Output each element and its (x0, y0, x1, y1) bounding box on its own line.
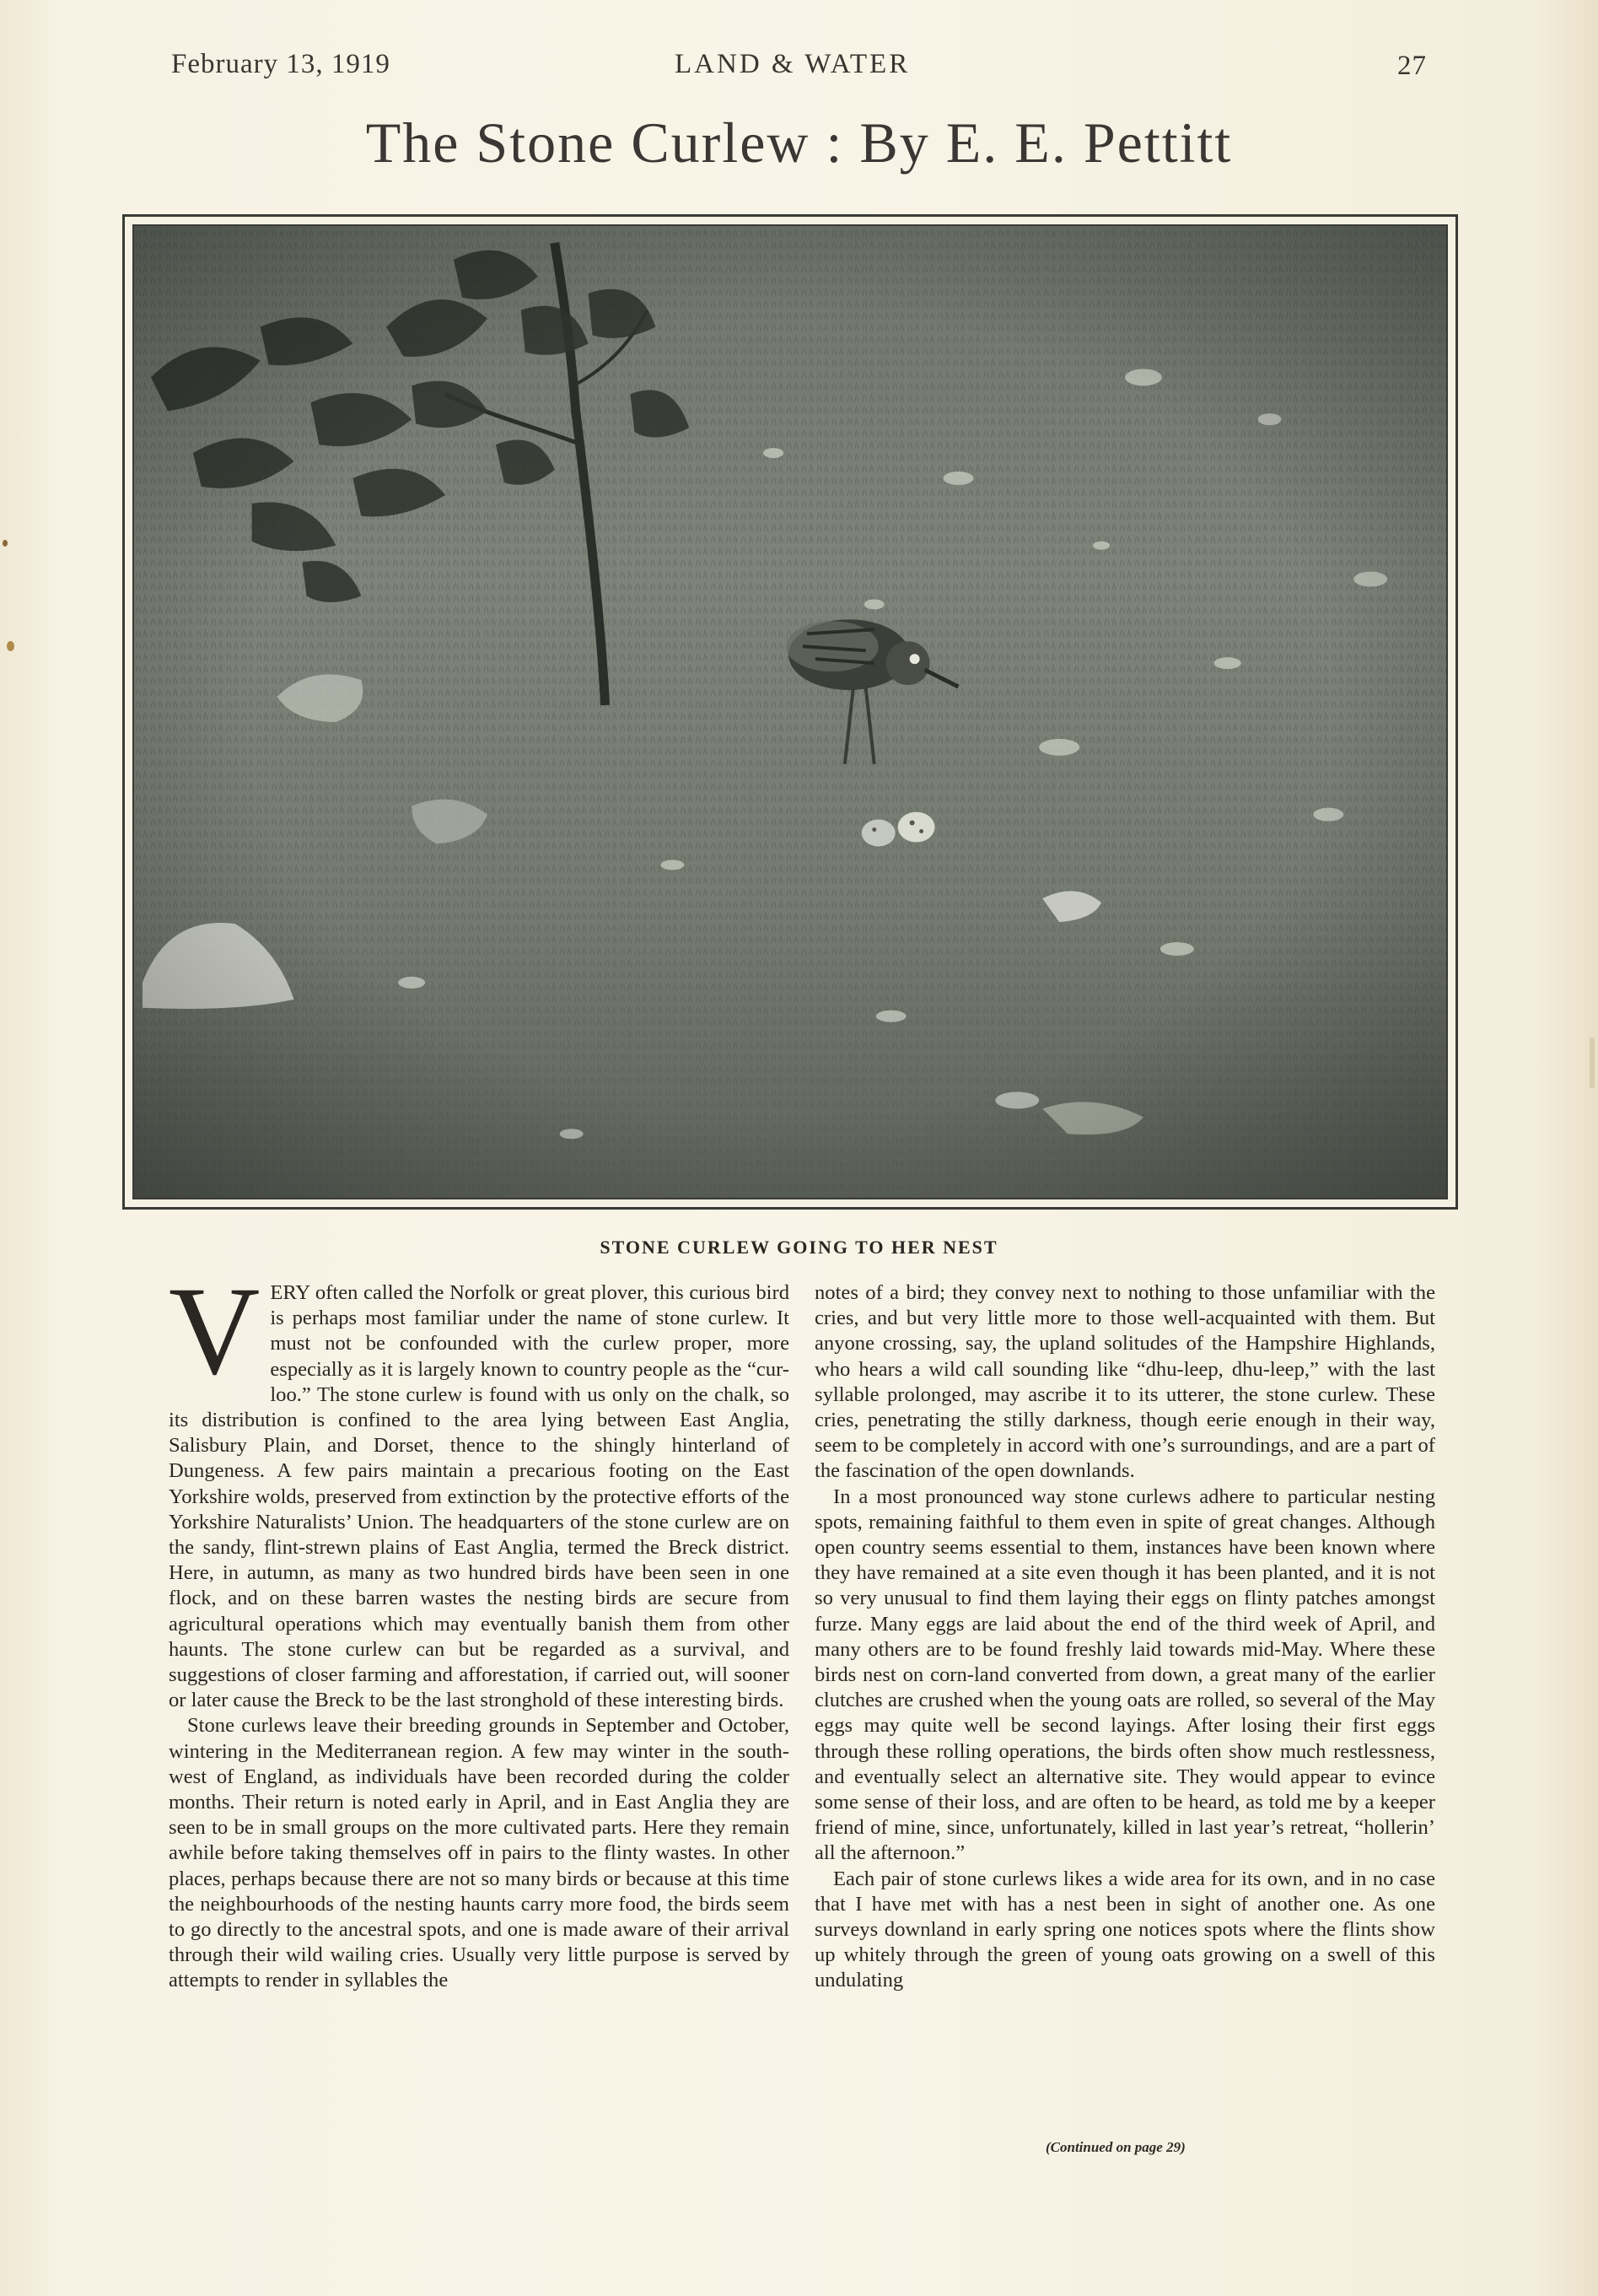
article-paragraph: In a most pronounced way stone curlews adhere to particular nesting spots, remaining faithful to them even in spite of great changes. Although open country seems essential to them, instances have been known where they have remained at a site even though it has been planted, and it is not so very unusual to find them laying their eggs on flinty patches amongst furze. Many eggs are laid about the end of the third week of April, and many others are to be found freshly laid towards mid-May. Where these birds nest on corn-land converted from down, a great many of the earlier clutches are crushed when the young oats are rolled, so several of the May eggs may quite well be second layings. After losing their first eggs through these rolling operations, the birds often show much restlessness, and eventually select an alternative site. They would appear to evince some sense of their loss, and are often to be heard, as told me by a keeper friend of mine, since, unfortunately, killed in last year’s retreat, “hollerin’ all the afternoon.” (815, 1485, 1435, 1865)
publication-name: LAND & WATER (675, 49, 911, 79)
article-paragraph (169, 1261, 789, 1713)
article-paragraph: notes of a bird; they convey next to nothing to those unfamiliar with the cries, and but very little more to those well-acquainted with them. But anyone crossing, say, the upland solitudes of the Hampshire Highlands, who hears a wild call sounding like “dhu-leep, dhu-leep,” with the last syllable prolonged, may ascribe it to its utterer, the stone curlew. These cries, penetrating the stilly darkness, though eerie enough in their way, seem to be completely in accord with one’s surroundings, and are a part of the fascination of the open downlands. (815, 1281, 1435, 1483)
running-header (0, 44, 1598, 86)
photograph-stone-curlew (132, 224, 1448, 1199)
paragraph-text: ERY often called the Norfolk or great plover, this curious bird is perhaps most familiar under the name of stone curlew. It must not be confounded with the curlew proper, more especially as it is largely known to country people as the “cur-loo.” The stone curlew is found with us only on the chalk, so its distribution is confined to the area lying between East Anglia, Salisbury Plain, and Dorset, thence to the shingly hinterland of Dungeness. A few pairs maintain a precarious footing on the East Yorkshire wolds, preserved from extinction by the protective efforts of the Yorkshire Naturalists’ Union. The headquarters of the stone curlew are on the sandy, flint-strewn plains of East Anglia, termed the Breck district. Here, in autumn, as many as two hundred birds have been seen in one flock, and on these barren wastes the nesting birds are secure from agricultural operations which may eventually banish them from other haunts. The stone curlew can but be regarded as a survival, and suggestions of closer farming and afforestation, if carried out, will sooner or later cause the Breck to be the last stronghold of these interesting birds. (169, 1281, 789, 1712)
paper-edge (1590, 1038, 1595, 1088)
continued-note: (Continued on page 29) (1046, 2139, 1186, 2155)
photo-caption: STONE CURLEW GOING TO HER NEST (600, 1237, 998, 1258)
paper-speck (3, 540, 8, 547)
article-paragraph: Each pair of stone curlews likes a wide area for its own, and in no case that I have met with has a nest been in sight of another one. As one surveys downland in early spring one notices spots where the flints show up whitely through the green of young oats growing on a swell of this undulating (815, 1867, 1435, 1992)
photo-frame (122, 214, 1458, 1210)
paper-speck (7, 641, 14, 651)
article-column-left (169, 1261, 789, 1994)
photograph-illustration (134, 226, 1446, 1198)
page-number: 27 (1397, 51, 1427, 81)
article-title: The Stone Curlew : By E. E. Pettitt (365, 110, 1233, 175)
article-column-right (815, 1280, 1435, 1994)
issue-date: February 13, 1919 (171, 49, 390, 79)
article-paragraph: Stone curlews leave their breeding grounds in September and October, wintering in the Mediterranean region. A few may winter in the south-west of England, as individuals have been recorded during the colder months. Their return is noted early in April, and in East Anglia they are seen to be in small groups on the more cultivated parts. Here they remain awhile before taking themselves off in pairs to the flinty wastes. In other places, perhaps because there are not so many birds or because at this time the neighbourhoods of the nesting haunts carry more food, the birds seem to go directly to the ancestral spots, and one is made aware of their arrival through their wild wailing cries. Usually very little purpose is served by attempts to render in syllables the (169, 1714, 789, 1992)
drop-cap: V (169, 1261, 261, 1401)
